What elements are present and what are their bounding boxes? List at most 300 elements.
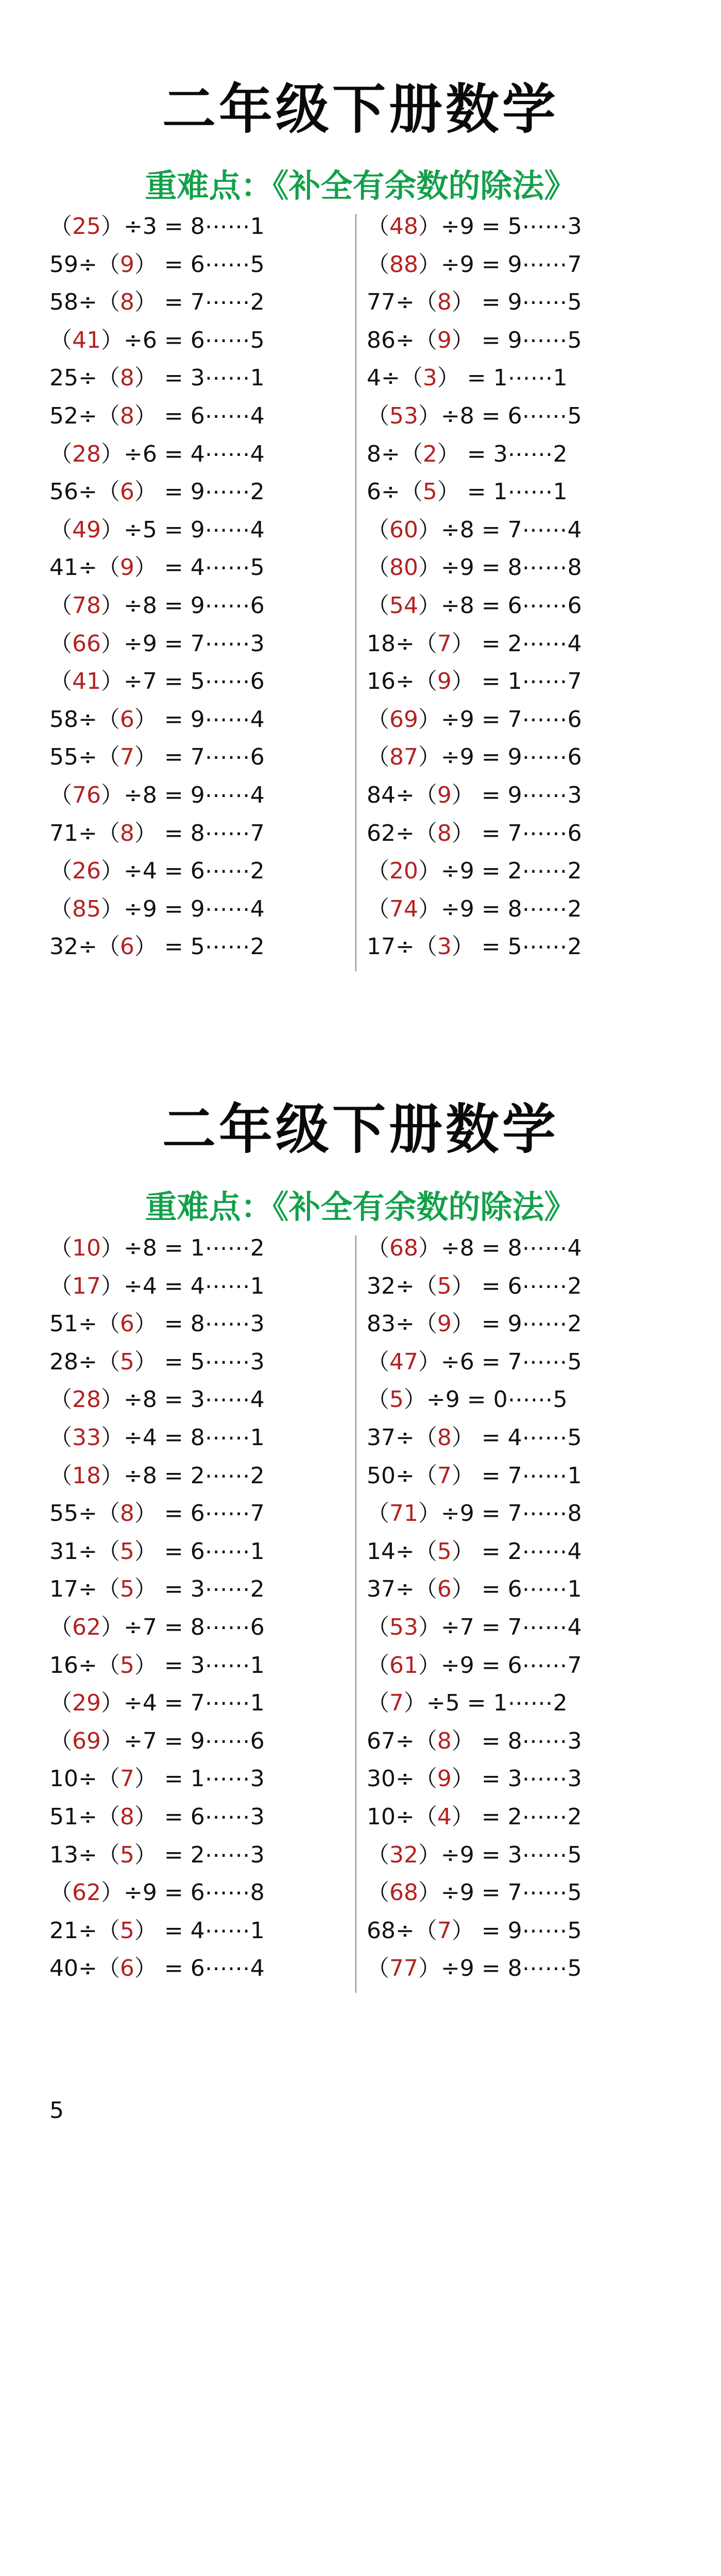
division-problem	[367, 359, 634, 397]
division-problem	[49, 1684, 317, 1722]
division-problem	[49, 625, 317, 663]
filled-answer: 9	[437, 668, 452, 695]
division-problem	[49, 359, 317, 397]
division-problem	[49, 1305, 317, 1343]
filled-answer: 5	[119, 1841, 134, 1868]
problem-prefix: 32÷（	[367, 1273, 437, 1299]
problem-prefix: （	[367, 1235, 389, 1261]
division-problem	[367, 663, 634, 701]
division-problem	[367, 246, 634, 284]
problem-suffix: ）÷8 = 3⋯⋯4	[101, 1386, 265, 1413]
problem-suffix: ）÷9 = 0⋯⋯5	[404, 1386, 568, 1413]
problem-prefix: 52÷（	[49, 402, 120, 429]
division-problem	[367, 1647, 634, 1685]
filled-answer: 32	[389, 1841, 418, 1868]
division-problem	[367, 1836, 634, 1874]
problem-suffix: ） = 2⋯⋯4	[451, 630, 582, 657]
division-problem	[49, 1760, 317, 1798]
problem-suffix: ） = 7⋯⋯6	[134, 744, 265, 771]
filled-answer: 62	[72, 1614, 101, 1640]
filled-answer: 3	[437, 934, 452, 960]
division-problem	[367, 701, 634, 739]
division-problem	[367, 283, 634, 321]
division-problem	[367, 511, 634, 549]
problem-prefix: （	[367, 1652, 389, 1679]
division-problem	[49, 283, 317, 321]
filled-answer: 49	[72, 516, 101, 543]
filled-answer: 10	[72, 1235, 101, 1261]
division-problem	[49, 246, 317, 284]
filled-answer: 8	[119, 820, 134, 846]
filled-answer: 61	[389, 1652, 418, 1679]
problem-prefix: 6÷（	[367, 479, 423, 505]
problem-prefix: 50÷（	[367, 1462, 437, 1489]
problem-prefix: （	[367, 1386, 389, 1413]
problem-prefix: （	[367, 1955, 389, 1982]
problem-suffix: ） = 4⋯⋯5	[451, 1424, 582, 1451]
problem-prefix: 10÷（	[367, 1803, 437, 1830]
filled-answer: 9	[437, 327, 452, 353]
filled-answer: 76	[72, 782, 101, 808]
problem-prefix: 40÷（	[49, 1955, 120, 1982]
problem-suffix: ）÷9 = 9⋯⋯4	[101, 895, 265, 922]
division-problem	[49, 321, 317, 360]
problem-prefix: 67÷（	[367, 1727, 437, 1754]
problem-prefix: （	[49, 782, 72, 808]
problem-suffix: ） = 6⋯⋯1	[451, 1576, 582, 1603]
filled-answer: 5	[422, 479, 437, 505]
problem-prefix: 37÷（	[367, 1576, 437, 1603]
division-problem	[49, 852, 317, 890]
problem-prefix: （	[367, 706, 389, 733]
filled-answer: 60	[389, 516, 418, 543]
filled-answer: 6	[119, 934, 134, 960]
filled-answer: 28	[72, 1386, 101, 1413]
division-problem	[367, 738, 634, 776]
problem-suffix: ）÷9 = 9⋯⋯7	[418, 251, 582, 278]
division-problem	[367, 473, 634, 511]
filled-answer: 6	[119, 479, 134, 505]
problem-prefix: （	[49, 440, 72, 467]
problem-suffix: ） = 5⋯⋯2	[451, 934, 582, 960]
division-problem	[367, 397, 634, 435]
division-problem	[367, 852, 634, 890]
problem-prefix: 68÷（	[367, 1917, 437, 1944]
division-problem	[367, 776, 634, 815]
filled-answer: 20	[389, 858, 418, 885]
division-problem	[49, 1608, 317, 1647]
filled-answer: 9	[437, 1311, 452, 1337]
division-problem	[49, 1950, 317, 1988]
problem-suffix: ） = 7⋯⋯2	[134, 289, 265, 316]
problem-prefix: （	[367, 251, 389, 278]
problem-prefix: 28÷（	[49, 1348, 120, 1375]
problem-prefix: 10÷（	[49, 1766, 120, 1792]
filled-answer: 6	[119, 706, 134, 733]
division-problem	[367, 1343, 634, 1381]
problem-suffix: ）÷6 = 7⋯⋯5	[418, 1348, 582, 1375]
problem-suffix: ） = 9⋯⋯2	[451, 1311, 582, 1337]
problem-prefix: （	[367, 744, 389, 771]
division-problem	[49, 1229, 317, 1267]
problem-prefix: （	[49, 630, 72, 657]
problem-prefix: （	[49, 1727, 72, 1754]
division-problem	[367, 1305, 634, 1343]
division-problem	[367, 1684, 634, 1722]
problem-suffix: ） = 9⋯⋯5	[451, 327, 582, 353]
problem-prefix: 84÷（	[367, 782, 437, 808]
filled-answer: 77	[389, 1955, 418, 1982]
division-problem	[49, 1912, 317, 1950]
filled-answer: 25	[72, 213, 101, 240]
division-problem	[49, 1647, 317, 1685]
division-problem	[49, 208, 317, 246]
division-problem	[367, 1950, 634, 1988]
problem-prefix: 17÷（	[367, 934, 437, 960]
filled-answer: 7	[119, 1766, 134, 1792]
division-problem	[367, 1608, 634, 1647]
filled-answer: 53	[389, 1614, 418, 1640]
filled-answer: 54	[389, 592, 418, 619]
filled-answer: 7	[119, 744, 134, 771]
problem-prefix: （	[367, 1690, 389, 1717]
problem-prefix: （	[49, 1273, 72, 1299]
problem-column-right	[367, 208, 634, 966]
problem-column-right	[367, 1229, 634, 1988]
division-problem	[49, 1457, 317, 1495]
filled-answer: 5	[389, 1386, 404, 1413]
problem-suffix: ）÷8 = 9⋯⋯6	[101, 592, 265, 619]
filled-answer: 53	[389, 402, 418, 429]
problem-suffix: ） = 6⋯⋯5	[134, 251, 265, 278]
problem-suffix: ） = 4⋯⋯1	[134, 1917, 265, 1944]
filled-answer: 9	[437, 1766, 452, 1792]
filled-answer: 8	[437, 820, 452, 846]
problem-column-left	[49, 208, 317, 966]
problem-suffix: ）÷4 = 4⋯⋯1	[101, 1273, 265, 1299]
filled-answer: 5	[119, 1348, 134, 1375]
problem-prefix: （	[49, 1235, 72, 1261]
filled-answer: 5	[119, 1576, 134, 1603]
division-problem	[367, 208, 634, 246]
filled-answer: 33	[72, 1424, 101, 1451]
division-problem	[49, 815, 317, 853]
division-problem	[367, 1912, 634, 1950]
division-problem	[367, 1722, 634, 1760]
filled-answer: 5	[119, 1538, 134, 1565]
problem-prefix: 41÷（	[49, 554, 120, 581]
problem-prefix: 62÷（	[367, 820, 437, 846]
problem-prefix: 4÷（	[367, 365, 423, 392]
problem-suffix: ） = 3⋯⋯2	[437, 440, 568, 467]
filled-answer: 8	[437, 1727, 452, 1754]
problem-prefix: 18÷（	[367, 630, 437, 657]
page-title: 二年级下册数学	[162, 1098, 559, 1161]
problem-suffix: ） = 9⋯⋯4	[134, 706, 265, 733]
filled-answer: 8	[119, 402, 134, 429]
problem-suffix: ）÷9 = 8⋯⋯8	[418, 554, 582, 581]
page-subtitle: 重难点：《补全有余数的除法》	[145, 1188, 576, 1226]
problem-prefix: （	[367, 1348, 389, 1375]
division-problem	[49, 1570, 317, 1608]
division-problem	[367, 928, 634, 966]
division-problem	[49, 701, 317, 739]
division-problem	[49, 1267, 317, 1306]
page-subtitle: 重难点：《补全有余数的除法》	[145, 167, 576, 205]
problem-prefix: 55÷（	[49, 1500, 120, 1527]
column-divider	[355, 214, 356, 971]
filled-answer: 4	[437, 1803, 452, 1830]
division-problem	[49, 1343, 317, 1381]
problem-prefix: （	[367, 1841, 389, 1868]
problem-prefix: （	[49, 1690, 72, 1717]
division-problem	[367, 1267, 634, 1306]
problem-suffix: ） = 4⋯⋯5	[134, 554, 265, 581]
filled-answer: 5	[437, 1273, 452, 1299]
filled-answer: 5	[119, 1652, 134, 1679]
problem-suffix: ）÷8 = 2⋯⋯2	[101, 1462, 265, 1489]
problem-suffix: ）÷9 = 6⋯⋯7	[418, 1652, 582, 1679]
filled-answer: 7	[389, 1690, 404, 1717]
division-problem	[367, 587, 634, 625]
problem-prefix: 86÷（	[367, 327, 437, 353]
problem-prefix: （	[367, 1879, 389, 1906]
filled-answer: 85	[72, 895, 101, 922]
filled-answer: 47	[389, 1348, 418, 1375]
problem-suffix: ） = 9⋯⋯3	[451, 782, 582, 808]
problem-suffix: ）÷4 = 8⋯⋯1	[101, 1424, 265, 1451]
division-problem	[49, 1495, 317, 1533]
filled-answer: 5	[119, 1917, 134, 1944]
problem-prefix: （	[367, 1614, 389, 1640]
problem-prefix: （	[49, 1386, 72, 1413]
problem-suffix: ）÷9 = 8⋯⋯5	[418, 1955, 582, 1982]
problem-suffix: ）÷8 = 6⋯⋯6	[418, 592, 582, 619]
problem-suffix: ）÷9 = 7⋯⋯5	[418, 1879, 582, 1906]
filled-answer: 48	[389, 213, 418, 240]
problem-suffix: ） = 8⋯⋯7	[134, 820, 265, 846]
problem-prefix: （	[367, 402, 389, 429]
filled-answer: 7	[437, 1462, 452, 1489]
problem-prefix: （	[49, 516, 72, 543]
problem-suffix: ） = 6⋯⋯1	[134, 1538, 265, 1565]
problem-prefix: （	[367, 213, 389, 240]
problem-suffix: ）÷9 = 7⋯⋯8	[418, 1500, 582, 1527]
problem-suffix: ） = 1⋯⋯7	[451, 668, 582, 695]
problem-suffix: ）÷8 = 8⋯⋯4	[418, 1235, 582, 1261]
problem-suffix: ）÷3 = 8⋯⋯1	[101, 213, 265, 240]
division-problem	[49, 663, 317, 701]
filled-answer: 5	[437, 1538, 452, 1565]
filled-answer: 69	[72, 1727, 101, 1754]
problem-prefix: 56÷（	[49, 479, 120, 505]
problem-column-left	[49, 1229, 317, 1988]
division-problem	[367, 1874, 634, 1912]
filled-answer: 8	[119, 1500, 134, 1527]
problem-suffix: ）÷6 = 4⋯⋯4	[101, 440, 265, 467]
division-problem	[49, 1381, 317, 1419]
problem-prefix: （	[49, 213, 72, 240]
division-problem	[49, 1419, 317, 1457]
problem-suffix: ） = 2⋯⋯2	[451, 1803, 582, 1830]
division-problem	[49, 1722, 317, 1760]
filled-answer: 41	[72, 668, 101, 695]
problem-prefix: 25÷（	[49, 365, 120, 392]
problem-suffix: ） = 8⋯⋯3	[134, 1311, 265, 1337]
problem-prefix: （	[49, 858, 72, 885]
filled-answer: 3	[422, 365, 437, 392]
filled-answer: 17	[72, 1273, 101, 1299]
division-problem	[49, 890, 317, 928]
problem-suffix: ） = 9⋯⋯5	[451, 289, 582, 316]
problem-suffix: ） = 6⋯⋯7	[134, 1500, 265, 1527]
problem-prefix: 77÷（	[367, 289, 437, 316]
division-problem	[367, 1495, 634, 1533]
filled-answer: 78	[72, 592, 101, 619]
problem-suffix: ） = 8⋯⋯3	[451, 1727, 582, 1754]
problem-prefix: 51÷（	[49, 1311, 120, 1337]
column-divider	[355, 1235, 356, 1993]
division-problem	[49, 549, 317, 587]
division-problem	[49, 511, 317, 549]
problem-prefix: 51÷（	[49, 1803, 120, 1830]
problem-suffix: ）÷9 = 9⋯⋯6	[418, 744, 582, 771]
division-problem	[367, 815, 634, 853]
filled-answer: 26	[72, 858, 101, 885]
problem-suffix: ）÷9 = 7⋯⋯6	[418, 706, 582, 733]
division-problem	[49, 738, 317, 776]
problem-suffix: ）÷8 = 7⋯⋯4	[418, 516, 582, 543]
filled-answer: 66	[72, 630, 101, 657]
filled-answer: 28	[72, 440, 101, 467]
filled-answer: 8	[119, 1803, 134, 1830]
problem-suffix: ） = 3⋯⋯3	[451, 1766, 582, 1792]
problem-suffix: ）÷9 = 3⋯⋯5	[418, 1841, 582, 1868]
problem-prefix: （	[367, 516, 389, 543]
problem-prefix: 59÷（	[49, 251, 120, 278]
division-problem	[367, 1229, 634, 1267]
problem-suffix: ） = 6⋯⋯3	[134, 1803, 265, 1830]
problem-prefix: 16÷（	[367, 668, 437, 695]
filled-answer: 8	[119, 365, 134, 392]
filled-answer: 7	[437, 630, 452, 657]
problem-suffix: ） = 9⋯⋯2	[134, 479, 265, 505]
problem-suffix: ） = 5⋯⋯2	[134, 934, 265, 960]
division-problem	[367, 321, 634, 360]
problem-prefix: 71÷（	[49, 820, 120, 846]
filled-answer: 62	[72, 1879, 101, 1906]
division-problem	[49, 473, 317, 511]
filled-answer: 68	[389, 1879, 418, 1906]
filled-answer: 68	[389, 1235, 418, 1261]
problem-prefix: 31÷（	[49, 1538, 120, 1565]
filled-answer: 87	[389, 744, 418, 771]
problem-prefix: （	[49, 1879, 72, 1906]
problem-prefix: （	[49, 1614, 72, 1640]
page-number: 5	[49, 2097, 64, 2124]
division-problem	[49, 1798, 317, 1836]
division-problem	[49, 1874, 317, 1912]
problem-suffix: ） = 5⋯⋯3	[134, 1348, 265, 1375]
problem-prefix: （	[367, 554, 389, 581]
filled-answer: 29	[72, 1690, 101, 1717]
problem-suffix: ） = 7⋯⋯6	[451, 820, 582, 846]
problem-suffix: ） = 3⋯⋯2	[134, 1576, 265, 1603]
problem-prefix: 8÷（	[367, 440, 423, 467]
problem-suffix: ）÷9 = 6⋯⋯8	[101, 1879, 265, 1906]
division-problem	[367, 1760, 634, 1798]
problem-prefix: 37÷（	[367, 1424, 437, 1451]
problem-prefix: 55÷（	[49, 744, 120, 771]
problem-prefix: （	[367, 895, 389, 922]
problem-prefix: 30÷（	[367, 1766, 437, 1792]
problem-prefix: 13÷（	[49, 1841, 120, 1868]
problem-prefix: 16÷（	[49, 1652, 120, 1679]
division-problem	[49, 1533, 317, 1571]
problem-suffix: ） = 3⋯⋯1	[134, 365, 265, 392]
problem-prefix: （	[49, 895, 72, 922]
problem-prefix: （	[49, 327, 72, 353]
problem-suffix: ）÷5 = 1⋯⋯2	[404, 1690, 568, 1717]
filled-answer: 88	[389, 251, 418, 278]
filled-answer: 9	[119, 554, 134, 581]
problem-suffix: ） = 6⋯⋯2	[451, 1273, 582, 1299]
division-problem	[367, 1381, 634, 1419]
problem-suffix: ）÷9 = 8⋯⋯2	[418, 895, 582, 922]
problem-suffix: ）÷6 = 6⋯⋯5	[101, 327, 265, 353]
problem-suffix: ）÷5 = 9⋯⋯4	[101, 516, 265, 543]
problem-suffix: ）÷7 = 9⋯⋯6	[101, 1727, 265, 1754]
problem-prefix: 83÷（	[367, 1311, 437, 1337]
division-problem	[367, 625, 634, 663]
problem-prefix: （	[367, 592, 389, 619]
division-problem	[367, 549, 634, 587]
division-problem	[49, 587, 317, 625]
problem-suffix: ）÷9 = 5⋯⋯3	[418, 213, 582, 240]
division-problem	[367, 1419, 634, 1457]
problem-suffix: ）÷8 = 9⋯⋯4	[101, 782, 265, 808]
division-problem	[367, 1798, 634, 1836]
problem-prefix: （	[367, 858, 389, 885]
problem-suffix: ）÷8 = 6⋯⋯5	[418, 402, 582, 429]
problem-prefix: 17÷（	[49, 1576, 120, 1603]
filled-answer: 6	[437, 1576, 452, 1603]
problem-suffix: ）÷7 = 5⋯⋯6	[101, 668, 265, 695]
filled-answer: 74	[389, 895, 418, 922]
problem-prefix: （	[49, 592, 72, 619]
problem-suffix: ）÷7 = 7⋯⋯4	[418, 1614, 582, 1640]
filled-answer: 8	[119, 289, 134, 316]
division-problem	[367, 890, 634, 928]
division-problem	[367, 1570, 634, 1608]
filled-answer: 8	[437, 1424, 452, 1451]
filled-answer: 6	[119, 1311, 134, 1337]
problem-suffix: ） = 1⋯⋯1	[437, 479, 568, 505]
problem-prefix: 58÷（	[49, 706, 120, 733]
filled-answer: 69	[389, 706, 418, 733]
problem-prefix: （	[49, 668, 72, 695]
filled-answer: 71	[389, 1500, 418, 1527]
problem-prefix: 14÷（	[367, 1538, 437, 1565]
problem-suffix: ） = 6⋯⋯4	[134, 402, 265, 429]
division-problem	[367, 1533, 634, 1571]
problem-prefix: 21÷（	[49, 1917, 120, 1944]
division-problem	[49, 397, 317, 435]
division-problem	[367, 435, 634, 473]
problem-suffix: ）÷9 = 7⋯⋯3	[101, 630, 265, 657]
division-problem	[49, 1836, 317, 1874]
division-problem	[367, 1457, 634, 1495]
